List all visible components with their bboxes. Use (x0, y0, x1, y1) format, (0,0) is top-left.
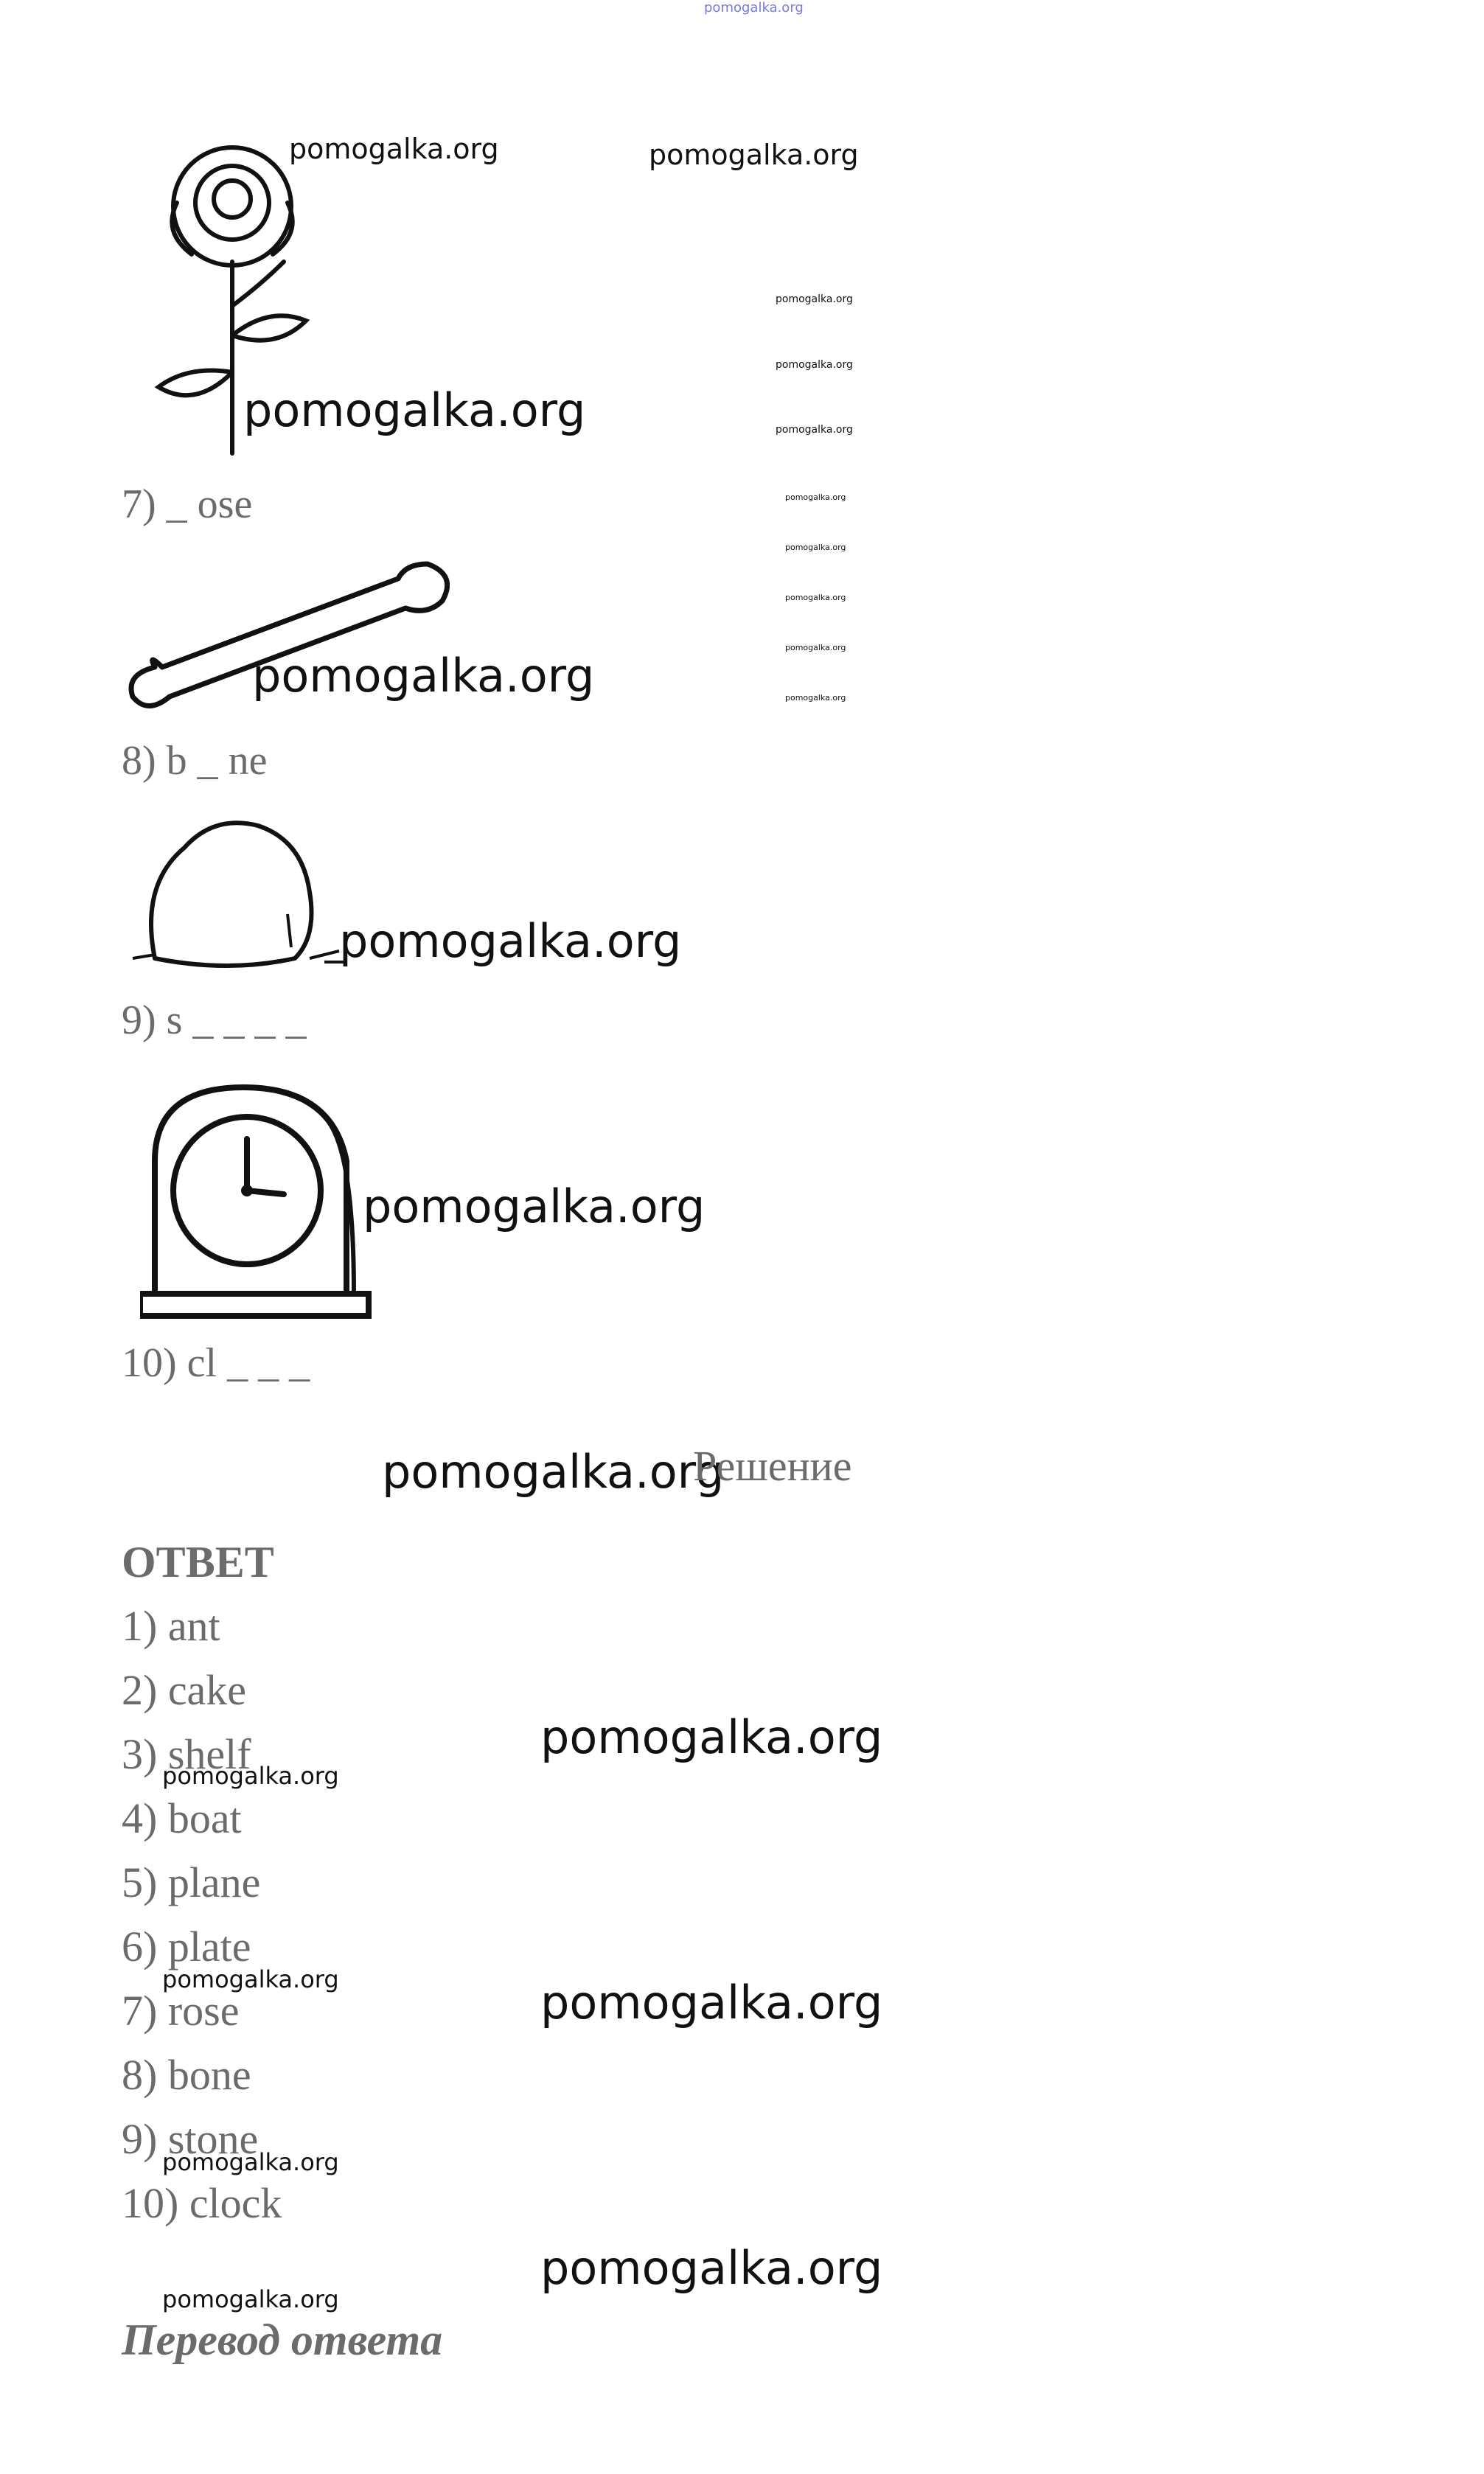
watermark: pomogalka.org (382, 1445, 725, 1499)
watermark: pomogalka.org (162, 2148, 339, 2176)
translation-heading: Перевод ответа (122, 2316, 443, 2364)
answer-item: 6) plate (122, 1923, 251, 1971)
watermark: pomogalka.org (540, 1976, 883, 2029)
watermark: pomogalka.org (162, 2285, 339, 2313)
exercise-item-label: 8) b _ ne (122, 738, 268, 784)
watermark: pomogalka.org (785, 693, 846, 703)
answer-item: 8) bone (122, 2051, 251, 2099)
exercise-item-label: 10) cl _ _ _ (122, 1340, 310, 1386)
watermark: pomogalka.org (785, 643, 846, 652)
answer-item: 7) rose (122, 1987, 240, 2035)
answer-item: 3) shelf (122, 1730, 251, 1778)
watermark: pomogalka.org (785, 492, 846, 502)
answer-title: ОТВЕТ (122, 1538, 274, 1586)
answer-item: 2) cake (122, 1666, 247, 1714)
exercise-item-label: 7) _ ose (122, 481, 253, 527)
solution-label: Решение (693, 1442, 852, 1490)
watermark: pomogalka.org (776, 359, 853, 371)
stone-icon (125, 811, 361, 980)
clock-icon (140, 1073, 376, 1323)
watermark: pomogalka.org (540, 1710, 883, 1764)
watermark: pomogalka.org (339, 914, 682, 968)
watermark: pomogalka.org (363, 1179, 706, 1233)
watermark: pomogalka.org (785, 593, 846, 602)
answer-item: 5) plane (122, 1858, 261, 1906)
answer-item: 1) ant (122, 1602, 220, 1650)
watermark: pomogalka.org (776, 293, 853, 305)
answer-item: 10) clock (122, 2179, 282, 2227)
answer-item: 9) stone (122, 2115, 259, 2163)
exercise-item-label: 9) s _ _ _ _ (122, 997, 307, 1043)
watermark: pomogalka.org (649, 139, 859, 171)
watermark: pomogalka.org (776, 424, 853, 436)
answer-item: 4) boat (122, 1794, 242, 1842)
header-watermark[interactable]: pomogalka.org (704, 0, 804, 15)
watermark: pomogalka.org (540, 2241, 883, 2295)
watermark: pomogalka.org (162, 1762, 339, 1790)
watermark: pomogalka.org (243, 383, 586, 437)
watermark: pomogalka.org (785, 543, 846, 552)
watermark: pomogalka.org (252, 649, 595, 703)
watermark: pomogalka.org (162, 1965, 339, 1993)
watermark: pomogalka.org (289, 133, 499, 165)
